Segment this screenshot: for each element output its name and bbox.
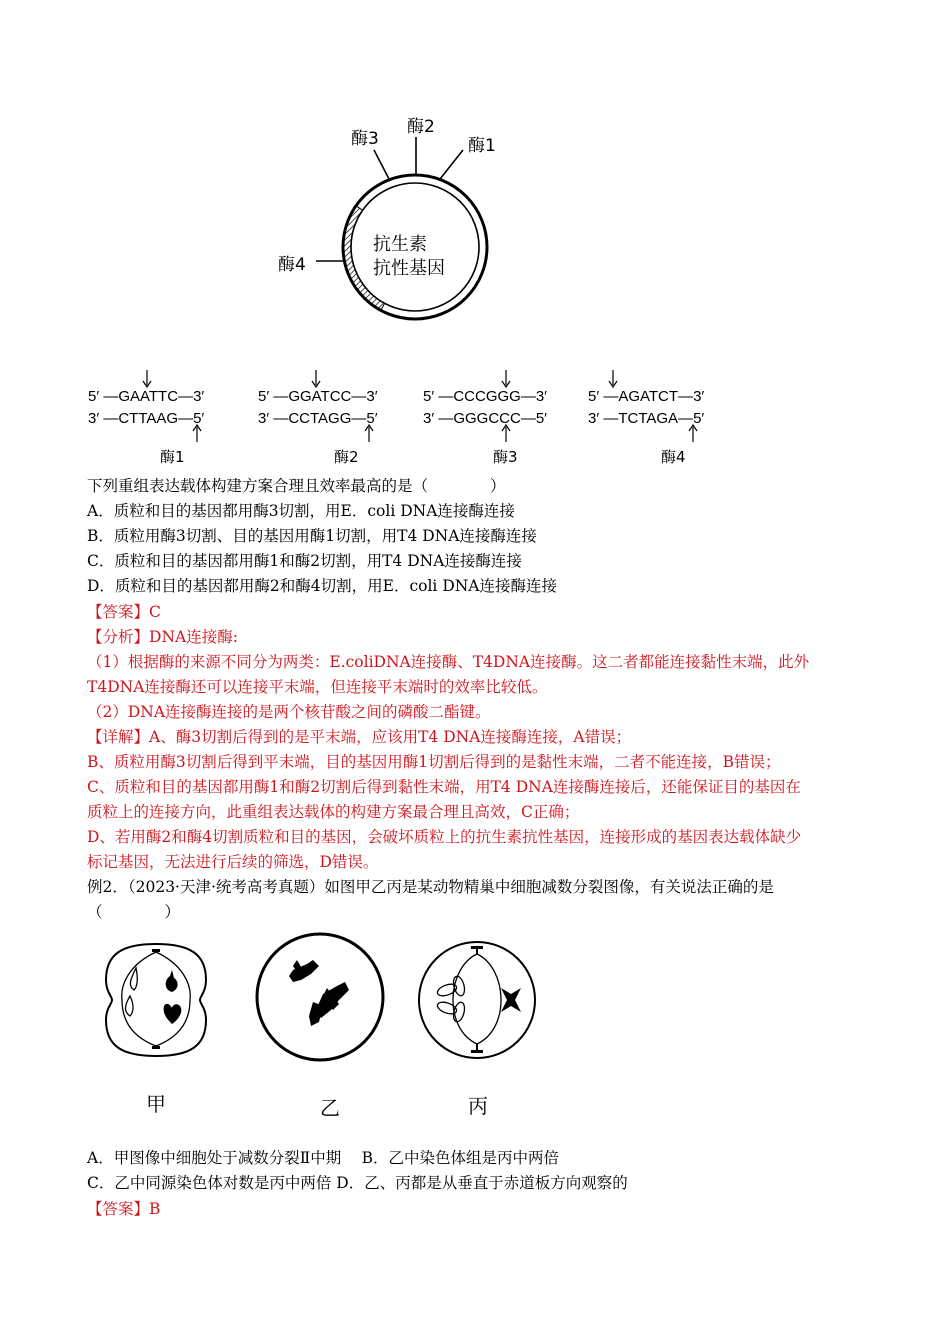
top-right-end: —3′ — [351, 388, 378, 405]
detail-line-4: D、若用酶2和酶4切割质粒和目的基因，会破坏质粒上的抗生素抗性基因，连接形成的基因表达载体缺少 — [87, 828, 802, 846]
bottom-sequence: CCTAGG — [288, 410, 352, 427]
site-enzyme-label: 酶2 — [334, 448, 359, 466]
top-right-end: —3′ — [678, 388, 705, 405]
cell-bing — [415, 938, 539, 1062]
top-right-end: —3′ — [178, 388, 205, 405]
detail-line-3: 质粒上的连接方向，此重组表达载体的构建方案最合理且高效，C正确； — [87, 803, 580, 821]
bottom-sequence: CTTAAG — [118, 410, 179, 427]
analysis-line-2: T4DNA连接酶还可以连接平末端，但连接平末端时的效率比较低。 — [87, 678, 548, 696]
top-left-end: 5′ — — [88, 388, 119, 405]
bottom-right-end: —5′ — [678, 410, 705, 427]
cut-arrow-down-icon — [501, 370, 511, 388]
top-sequence: CCCGGG — [453, 388, 521, 405]
q1-option-c: C．质粒和目的基因都用酶1和酶2切割，用T4 DNA连接酶连接 — [87, 552, 522, 570]
q1-answer — [87, 600, 161, 624]
top-left-end: 5′ — — [258, 388, 289, 405]
top-sequence: AGATCT — [618, 388, 679, 405]
enzyme2-label: 酶2 — [407, 117, 435, 137]
top-sequence: GAATTC — [118, 388, 179, 405]
cell-label-yi: 乙 — [320, 1096, 340, 1120]
site-block — [88, 386, 204, 430]
detail-line-1: B、质粒用酶3切割后得到平末端，目的基因用酶1切割后得到的是黏性末端，二者不能连接，B错误； — [87, 753, 781, 771]
cut-arrow-up-icon — [192, 424, 202, 442]
site-block — [423, 386, 547, 430]
detail-tag: 【详解】 — [87, 728, 150, 746]
bottom-left-end: 3′ — — [258, 410, 289, 427]
q2-stem-line1: 例2．（2023·天津·统考高考真题）如图甲乙丙是某动物精巢中细胞减数分裂图像，有关说法正确的是 — [87, 878, 774, 896]
analysis-head: DNA连接酶: — [149, 628, 238, 646]
detail-line-2: C、质粒和目的基因都用酶1和酶2切割后得到黏性末端，用T4 DNA连接酶连接后，还能保证目的基因在 — [87, 778, 801, 796]
bottom-right-end: —5′ — [520, 410, 547, 427]
site-top-strand — [88, 386, 204, 408]
top-sequence: GGATCC — [288, 388, 352, 405]
enzyme1-label: 酶1 — [468, 136, 496, 156]
site-bottom-strand — [423, 408, 547, 430]
bottom-right-end: —5′ — [178, 410, 205, 427]
cell-label-jia: 甲 — [146, 1092, 166, 1116]
q1-option-b: B．质粒用酶3切割、目的基因用酶1切割，用T4 DNA连接酶连接 — [87, 527, 537, 545]
analysis-line-1: （1）根据酶的来源不同分为两类：E.coliDNA连接酶、T4DNA连接酶。这二者都能连接黏性末端，此外 — [87, 653, 810, 671]
analysis-line-3: （2）DNA连接酶连接的是两个核苷酸之间的磷酸二酯键。 — [87, 703, 491, 721]
answer-tag: 【答案】 — [87, 603, 150, 621]
site-bottom-strand — [258, 408, 378, 430]
answer-tag: 【答案】 — [87, 1200, 150, 1218]
gene-label — [373, 233, 445, 281]
bottom-left-end: 3′ — — [88, 410, 119, 427]
cell-yi — [253, 930, 387, 1064]
enzyme4-label: 酶4 — [278, 255, 306, 275]
site-block — [588, 386, 704, 430]
answer-value: B — [149, 1200, 161, 1218]
cut-arrow-down-icon — [311, 370, 321, 388]
enzyme3-label: 酶3 — [351, 129, 379, 149]
cell-label-bing: 丙 — [468, 1094, 488, 1118]
site-top-strand — [588, 386, 704, 408]
q2-answer — [87, 1197, 160, 1221]
top-left-end: 5′ — — [423, 388, 454, 405]
top-right-end: —3′ — [520, 388, 547, 405]
q2-stem-line2: （ ） — [87, 903, 181, 921]
cut-arrow-up-icon — [364, 424, 374, 442]
bottom-sequence: GGGCCC — [453, 410, 521, 427]
cut-arrow-down-icon — [608, 370, 618, 388]
bottom-left-end: 3′ — — [423, 410, 454, 427]
q1-analysis — [87, 625, 238, 649]
answer-value: C — [149, 603, 161, 621]
cut-arrow-up-icon — [688, 424, 698, 442]
top-left-end: 5′ — — [588, 388, 619, 405]
detail-first: A、酶3切割后得到的是平末端，应该用T4 DNA连接酶连接，A错误； — [149, 728, 632, 746]
q1-detail — [87, 725, 631, 749]
detail-line-5: 标记基因，无法进行后续的筛选，D错误。 — [87, 853, 379, 871]
site-block — [258, 386, 378, 430]
bottom-sequence: TCTAGA — [618, 410, 679, 427]
site-bottom-strand — [88, 408, 204, 430]
site-top-strand — [423, 386, 547, 408]
gene-label-line1: 抗生素 — [373, 234, 427, 255]
q2-options-line2: C．乙中同源染色体对数是丙中两倍 D．乙、丙都是从垂直于赤道板方向观察的 — [87, 1174, 628, 1192]
q1-stem: 下列重组表达载体构建方案合理且效率最高的是（ ） — [87, 477, 506, 495]
cut-arrow-up-icon — [501, 424, 511, 442]
q2-options-line1: A．甲图像中细胞处于减数分裂Ⅱ中期 B．乙中染色体组是丙中两倍 — [87, 1149, 560, 1167]
site-enzyme-label: 酶4 — [661, 448, 686, 466]
site-top-strand — [258, 386, 378, 408]
q1-option-d: D．质粒和目的基因都用酶2和酶4切割，用E．coli DNA连接酶连接 — [87, 577, 558, 595]
cut-arrow-down-icon — [142, 370, 152, 388]
q1-option-a: A．质粒和目的基因都用酶3切割，用E．coli DNA连接酶连接 — [87, 502, 515, 520]
enzyme3-site-line — [374, 150, 389, 179]
bottom-left-end: 3′ — — [588, 410, 619, 427]
site-bottom-strand — [588, 408, 704, 430]
cell-jia — [100, 940, 212, 1060]
site-enzyme-label: 酶3 — [493, 448, 518, 466]
analysis-tag: 【分析】 — [87, 628, 150, 646]
gene-label-line2: 抗性基因 — [373, 258, 445, 279]
bottom-right-end: —5′ — [351, 410, 378, 427]
enzyme1-site-line — [440, 150, 463, 179]
site-enzyme-label: 酶1 — [160, 448, 185, 466]
